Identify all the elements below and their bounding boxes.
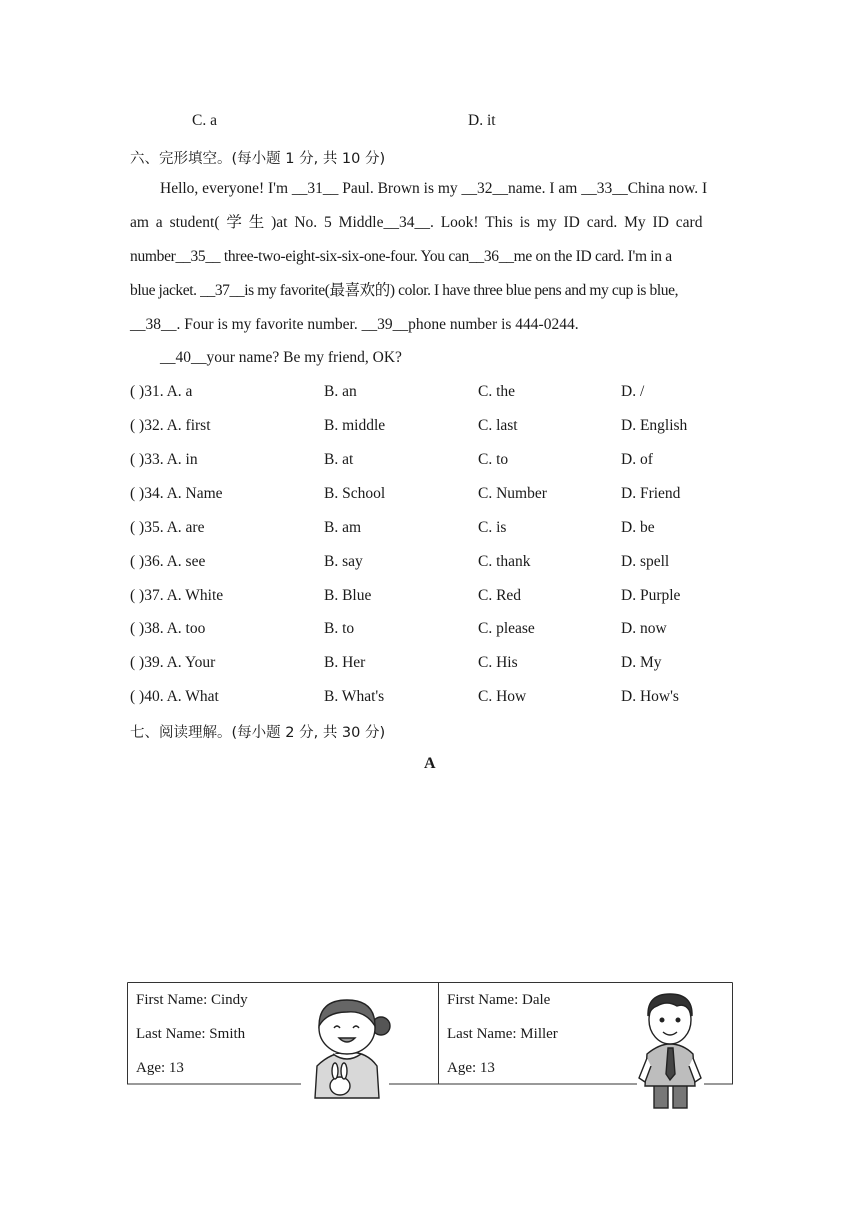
option-c: C. last — [478, 417, 518, 434]
id-cards — [127, 982, 733, 1084]
option-c: C. the — [478, 383, 516, 400]
passage-last-line: __40__your name? Be my friend, OK? — [160, 349, 402, 366]
prev-option-d: D. it — [468, 112, 496, 129]
card2-first-name: First Name: Dale — [447, 992, 551, 1008]
card1-last-name: Last Name: Smith — [136, 1026, 246, 1042]
question-number-option-a: ( )37. A. White — [130, 587, 224, 604]
question-number-option-a: ( )35. A. are — [130, 519, 205, 536]
option-b: B. say — [324, 553, 363, 570]
option-d: D. of — [621, 451, 653, 468]
option-b: B. Blue — [324, 587, 372, 604]
option-c: C. His — [478, 654, 518, 671]
option-c: C. How — [478, 688, 527, 705]
question-number-option-a: ( )33. A. in — [130, 451, 198, 468]
question-row — [130, 688, 750, 722]
option-d: D. / — [621, 383, 645, 400]
question-number-option-a: ( )32. A. first — [130, 417, 211, 434]
option-b: B. an — [324, 383, 357, 400]
question-number-option-a: ( )34. A. Name — [130, 485, 223, 502]
question-row — [130, 654, 750, 688]
option-c: C. to — [478, 451, 509, 468]
option-d: D. be — [621, 519, 655, 536]
card1-first-name: First Name: Cindy — [136, 992, 248, 1008]
option-d: D. My — [621, 654, 662, 671]
question-row — [130, 620, 750, 654]
question-number-option-a: ( )38. A. too — [130, 620, 206, 637]
option-b: B. am — [324, 519, 362, 536]
question-number-option-a: ( )36. A. see — [130, 553, 206, 570]
card2-last-name: Last Name: Miller — [447, 1026, 558, 1042]
question-row — [130, 485, 750, 519]
card1-age: Age: 13 — [136, 1060, 184, 1076]
option-b: B. to — [324, 620, 355, 637]
option-d: D. Purple — [621, 587, 681, 604]
option-c: C. Number — [478, 485, 547, 502]
option-b: B. middle — [324, 417, 386, 434]
option-d: D. How's — [621, 688, 679, 705]
passage-line: Hello, everyone! I'm __31__ Paul. Brown is my __32__name. I am __33__China now. I — [160, 180, 708, 197]
option-c: C. is — [478, 519, 507, 536]
option-b: B. What's — [324, 688, 385, 705]
question-number-option-a: ( )40. A. What — [130, 688, 219, 705]
passage-line: __38__. Four is my favorite number. __39__phone number is 444‑0244. — [130, 316, 579, 333]
option-d: D. spell — [621, 553, 670, 570]
cloze-passage — [130, 172, 732, 342]
option-c: C. please — [478, 620, 535, 637]
boy-illustration — [639, 994, 701, 1108]
passage-line: am a student( 学 生 )at No. 5 Middle__34__. Look! This is my ID card. My ID card — [130, 214, 703, 231]
question-row — [130, 519, 750, 553]
passage-line: number__35__ three‑two‑eight‑six‑six‑one‑four. You can__36__me on the ID card. I'm in a — [130, 248, 672, 265]
option-b: B. Her — [324, 654, 366, 671]
option-c: C. thank — [478, 553, 531, 570]
question-number-option-a: ( )31. A. a — [130, 383, 193, 400]
question-number-option-a: ( )39. A. Your — [130, 654, 216, 671]
question-row — [130, 553, 750, 587]
question-row — [130, 587, 750, 621]
option-d: D. now — [621, 620, 667, 637]
section6-heading: 六、完形填空。(每小题 1 分, 共 10 分) — [130, 151, 386, 167]
question-row — [130, 417, 750, 451]
question-row — [130, 451, 750, 485]
option-d: D. English — [621, 417, 688, 434]
passage-line: blue jacket. __37__is my favorite(最喜欢的) color. I have three blue pens and my cup is blue, — [130, 282, 679, 299]
question-row — [130, 383, 750, 417]
option-c: C. Red — [478, 587, 522, 604]
card2-age: Age: 13 — [447, 1060, 495, 1076]
girl-illustration — [315, 1000, 390, 1098]
prev-option-c: C. a — [192, 112, 217, 129]
option-b: B. at — [324, 451, 354, 468]
option-b: B. School — [324, 485, 386, 502]
section7-heading: 七、阅读理解。(每小题 2 分, 共 30 分) — [130, 725, 386, 741]
option-d: D. Friend — [621, 485, 681, 502]
part-title: A — [424, 755, 436, 772]
